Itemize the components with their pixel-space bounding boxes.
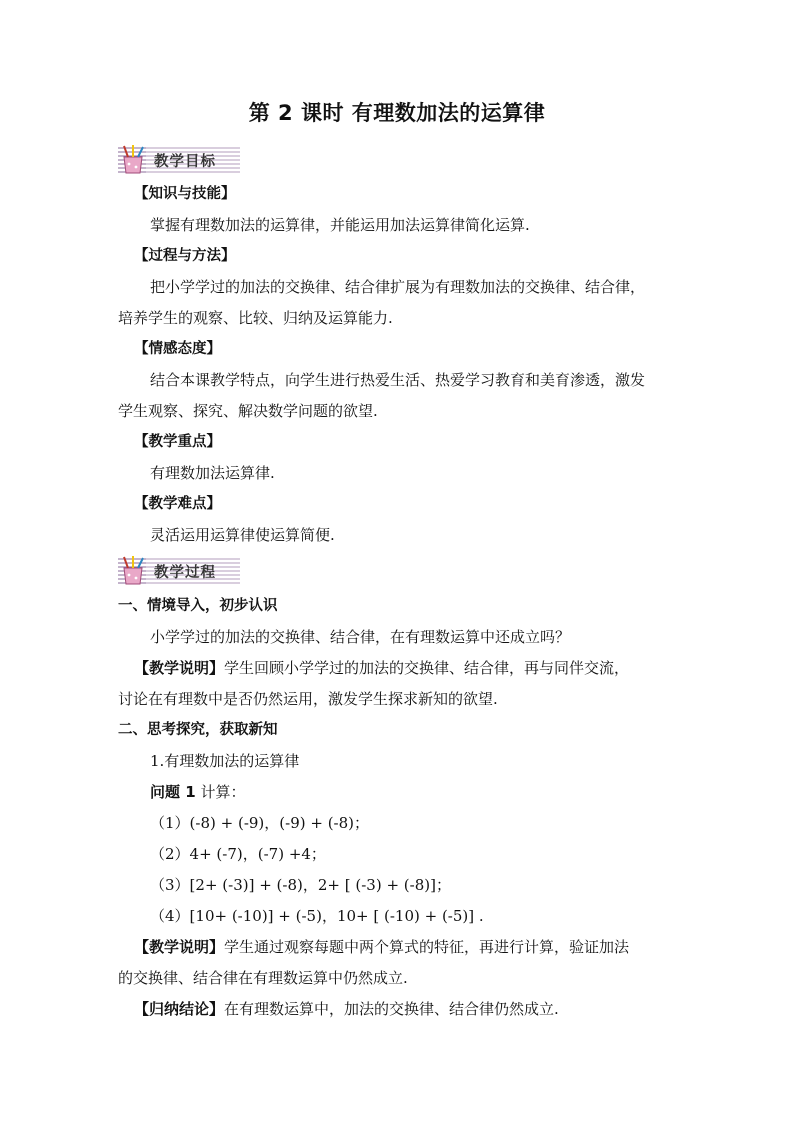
section-badge-process — [118, 556, 240, 586]
conclusion-line — [134, 1000, 559, 1018]
problem-1 — [150, 783, 245, 801]
emotion-heading: 【情感态度】 — [134, 341, 221, 357]
sub1-title: 1.有理数加法的运算律 — [150, 752, 300, 770]
part1-note-line-1 — [134, 659, 629, 677]
part1-question: 小学学过的加法的交换律、结合律，在有理数运算中还成立吗？ — [150, 628, 571, 646]
knowledge-text: 掌握有理数加法的运算律，并能运用加法运算律简化运算. — [150, 216, 530, 234]
part1-note-label: 【教学说明】 — [134, 659, 225, 677]
part2-note-label: 【教学说明】 — [134, 938, 225, 956]
part2-note-line-1 — [134, 938, 629, 956]
difficulty-heading: 【教学难点】 — [134, 496, 221, 512]
method-heading: 【过程与方法】 — [134, 248, 236, 264]
calc-item-1: （1）(-8) + (-9)，(-9) + (-8)； — [150, 814, 370, 832]
page-title: 第 2 课时 有理数加法的运算律 — [248, 101, 546, 125]
problem-text: 计算： — [195, 783, 246, 801]
part1-note-text: 学生回顾小学学过的加法的交换律、结合律，再与同伴交流， — [224, 659, 630, 677]
knowledge-heading: 【知识与技能】 — [134, 186, 236, 202]
calc-item-3: （3）[2+ (-3)] + (-8)，2+ [ (-3) + (-8)]； — [150, 876, 451, 894]
key-point-heading: 【教学重点】 — [134, 434, 221, 450]
conclusion-label: 【归纳结论】 — [134, 1000, 225, 1018]
key-point-text: 有理数加法运算律. — [150, 464, 275, 482]
conclusion-text: 在有理数运算中，加法的交换律、结合律仍然成立. — [224, 1000, 559, 1018]
difficulty-text: 灵活运用运算律使运算简便. — [150, 526, 335, 544]
emotion-text-line-1: 结合本课教学特点，向学生进行热爱生活、热爱学习教育和美育渗透，激发 — [150, 371, 646, 389]
section-badge-goals — [118, 145, 240, 175]
method-text-line-1: 把小学学过的加法的交换律、结合律扩展为有理数加法的交换律、结合律， — [150, 278, 646, 296]
section-label-process: 教学过程 — [154, 565, 216, 581]
emotion-text-line-2: 学生观察、探究、解决数学问题的欲望. — [118, 402, 378, 420]
part2-note-line-2: 的交换律、结合律在有理数运算中仍然成立. — [118, 969, 408, 987]
calc-item-2: （2）4+ (-7)，(-7) +4； — [150, 845, 326, 863]
calc-item-4: （4）[10+ (-10)] + (-5)，10+ [ (-10) + (-5)] . — [150, 907, 484, 925]
pencil-cup-icon — [124, 556, 143, 584]
part2-heading: 二、思考探究，获取新知 — [118, 722, 278, 738]
problem-label: 问题 1 — [150, 783, 196, 801]
method-text-line-2: 培养学生的观察、比较、归纳及运算能力. — [118, 309, 393, 327]
part1-note-line-2: 讨论在有理数中是否仍然运用，激发学生探求新知的欲望. — [118, 690, 498, 708]
section-label-goals: 教学目标 — [154, 154, 216, 170]
part1-heading: 一、情境导入，初步认识 — [118, 598, 278, 614]
part2-note-text: 学生通过观察每题中两个算式的特征，再进行计算，验证加法 — [224, 938, 630, 956]
pencil-cup-icon — [124, 145, 143, 173]
